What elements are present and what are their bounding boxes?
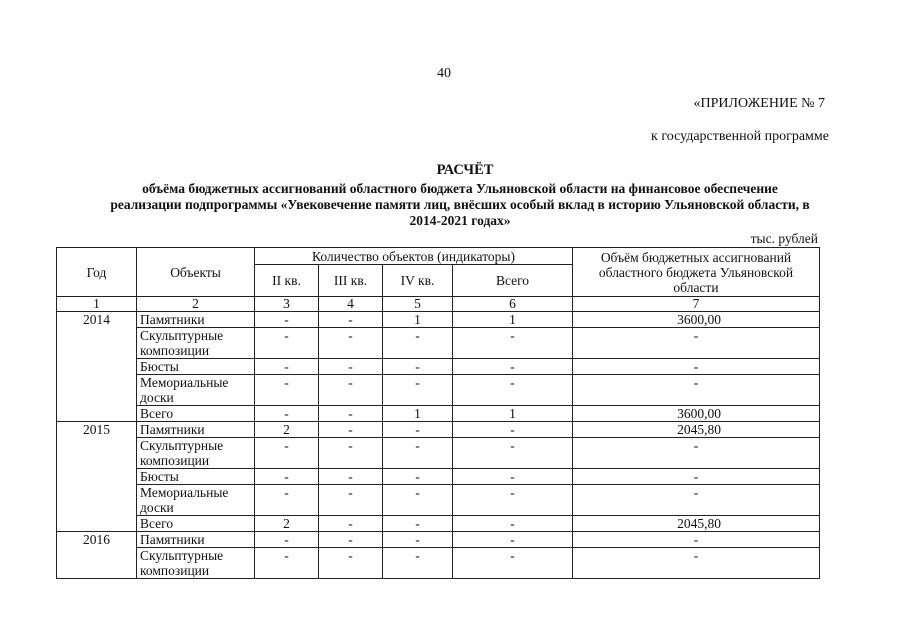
- q3-cell: -: [319, 312, 383, 328]
- q2-cell: -: [255, 548, 319, 579]
- header-objects: Объекты: [137, 248, 255, 297]
- q2-cell: -: [255, 532, 319, 548]
- table-row: [57, 485, 820, 516]
- q4-cell: -: [383, 422, 453, 438]
- q4-cell: -: [383, 359, 453, 375]
- q2-cell: 2: [255, 516, 319, 532]
- total-cell: -: [453, 375, 573, 406]
- q2-cell: -: [255, 312, 319, 328]
- object-cell: Бюсты: [137, 359, 255, 375]
- object-cell: Мемориальные доски: [137, 485, 255, 516]
- q2-cell: -: [255, 359, 319, 375]
- table-row: [57, 548, 820, 579]
- col-number: 3: [255, 297, 319, 312]
- year-cell: 2014: [57, 312, 137, 422]
- total-cell: -: [453, 516, 573, 532]
- q4-cell: 1: [383, 312, 453, 328]
- object-cell: Скульптурные композиции: [137, 328, 255, 359]
- col-number: 7: [573, 297, 820, 312]
- object-cell: Мемориальные доски: [137, 375, 255, 406]
- budget-cell: -: [573, 469, 820, 485]
- table-row: [57, 532, 820, 548]
- q3-cell: -: [319, 532, 383, 548]
- table-row: [57, 406, 820, 422]
- budget-cell: 2045,80: [573, 422, 820, 438]
- budget-cell: -: [573, 375, 820, 406]
- budget-cell: -: [573, 438, 820, 469]
- header-q2: II кв.: [255, 265, 319, 297]
- object-cell: Всего: [137, 406, 255, 422]
- q2-cell: 2: [255, 422, 319, 438]
- table-row: [57, 438, 820, 469]
- object-cell: Всего: [137, 516, 255, 532]
- year-cell: 2015: [57, 422, 137, 532]
- budget-cell: 2045,80: [573, 516, 820, 532]
- table-row: [57, 516, 820, 532]
- object-cell: Памятники: [137, 532, 255, 548]
- header-year: Год: [57, 248, 137, 297]
- q2-cell: -: [255, 328, 319, 359]
- q4-cell: 1: [383, 406, 453, 422]
- object-cell: Скульптурные композиции: [137, 548, 255, 579]
- column-number-row: [57, 297, 820, 312]
- total-cell: -: [453, 359, 573, 375]
- object-cell: Скульптурные композиции: [137, 438, 255, 469]
- table-row: [57, 312, 820, 328]
- col-number: 1: [57, 297, 137, 312]
- header-q3: III кв.: [319, 265, 383, 297]
- q4-cell: -: [383, 532, 453, 548]
- q2-cell: -: [255, 469, 319, 485]
- col-number: 6: [453, 297, 573, 312]
- table-row: [57, 422, 820, 438]
- q4-cell: -: [383, 548, 453, 579]
- appendix-subtitle: к государственной программе: [651, 129, 829, 144]
- table-row: [57, 469, 820, 485]
- q3-cell: -: [319, 469, 383, 485]
- object-cell: Бюсты: [137, 469, 255, 485]
- q3-cell: -: [319, 422, 383, 438]
- q3-cell: -: [319, 438, 383, 469]
- q3-cell: -: [319, 406, 383, 422]
- appendix-label: «ПРИЛОЖЕНИЕ № 7: [693, 96, 825, 111]
- q3-cell: -: [319, 375, 383, 406]
- q3-cell: -: [319, 328, 383, 359]
- q4-cell: -: [383, 516, 453, 532]
- total-cell: -: [453, 485, 573, 516]
- q2-cell: -: [255, 375, 319, 406]
- q2-cell: -: [255, 485, 319, 516]
- document-title: РАСЧЁТ: [436, 162, 494, 178]
- total-cell: -: [453, 328, 573, 359]
- q4-cell: -: [383, 485, 453, 516]
- total-cell: -: [453, 422, 573, 438]
- budget-cell: -: [573, 532, 820, 548]
- header-count-group: Количество объектов (индикаторы): [255, 248, 573, 265]
- q3-cell: -: [319, 359, 383, 375]
- year-cell: 2016: [57, 532, 137, 579]
- total-cell: -: [453, 438, 573, 469]
- total-cell: -: [453, 548, 573, 579]
- q4-cell: -: [383, 438, 453, 469]
- object-cell: Памятники: [137, 312, 255, 328]
- q3-cell: -: [319, 516, 383, 532]
- table-row: [57, 359, 820, 375]
- budget-cell: -: [573, 548, 820, 579]
- col-number: 5: [383, 297, 453, 312]
- q3-cell: -: [319, 485, 383, 516]
- q2-cell: -: [255, 438, 319, 469]
- page-number: 40: [437, 66, 451, 81]
- col-number: 4: [319, 297, 383, 312]
- q3-cell: -: [319, 548, 383, 579]
- q2-cell: -: [255, 406, 319, 422]
- budget-cell: -: [573, 328, 820, 359]
- table-row: [57, 328, 820, 359]
- budget-cell: 3600,00: [573, 406, 820, 422]
- q4-cell: -: [383, 469, 453, 485]
- object-cell: Памятники: [137, 422, 255, 438]
- total-cell: 1: [453, 406, 573, 422]
- budget-cell: -: [573, 485, 820, 516]
- header-budget: Объём бюджетных ассигнований областного бюджета Ульяновской области: [573, 248, 820, 297]
- table-row: [57, 375, 820, 406]
- header-total: Всего: [453, 265, 573, 297]
- document-subtitle: объёма бюджетных ассигнований областного бюджета Ульяновской области на финансовое обеспечение реализации подпрограммы «Увековечение памяти лиц, внёсших особый вклад в историю Ульяновской области, в 2014-2021 годах»: [110, 181, 810, 228]
- budget-table: [56, 247, 820, 579]
- units-label: тыс. рублей: [750, 231, 818, 246]
- col-number: 2: [137, 297, 255, 312]
- total-cell: 1: [453, 312, 573, 328]
- total-cell: -: [453, 469, 573, 485]
- q4-cell: -: [383, 328, 453, 359]
- budget-cell: 3600,00: [573, 312, 820, 328]
- budget-cell: -: [573, 359, 820, 375]
- total-cell: -: [453, 532, 573, 548]
- header-q4: IV кв.: [383, 265, 453, 297]
- q4-cell: -: [383, 375, 453, 406]
